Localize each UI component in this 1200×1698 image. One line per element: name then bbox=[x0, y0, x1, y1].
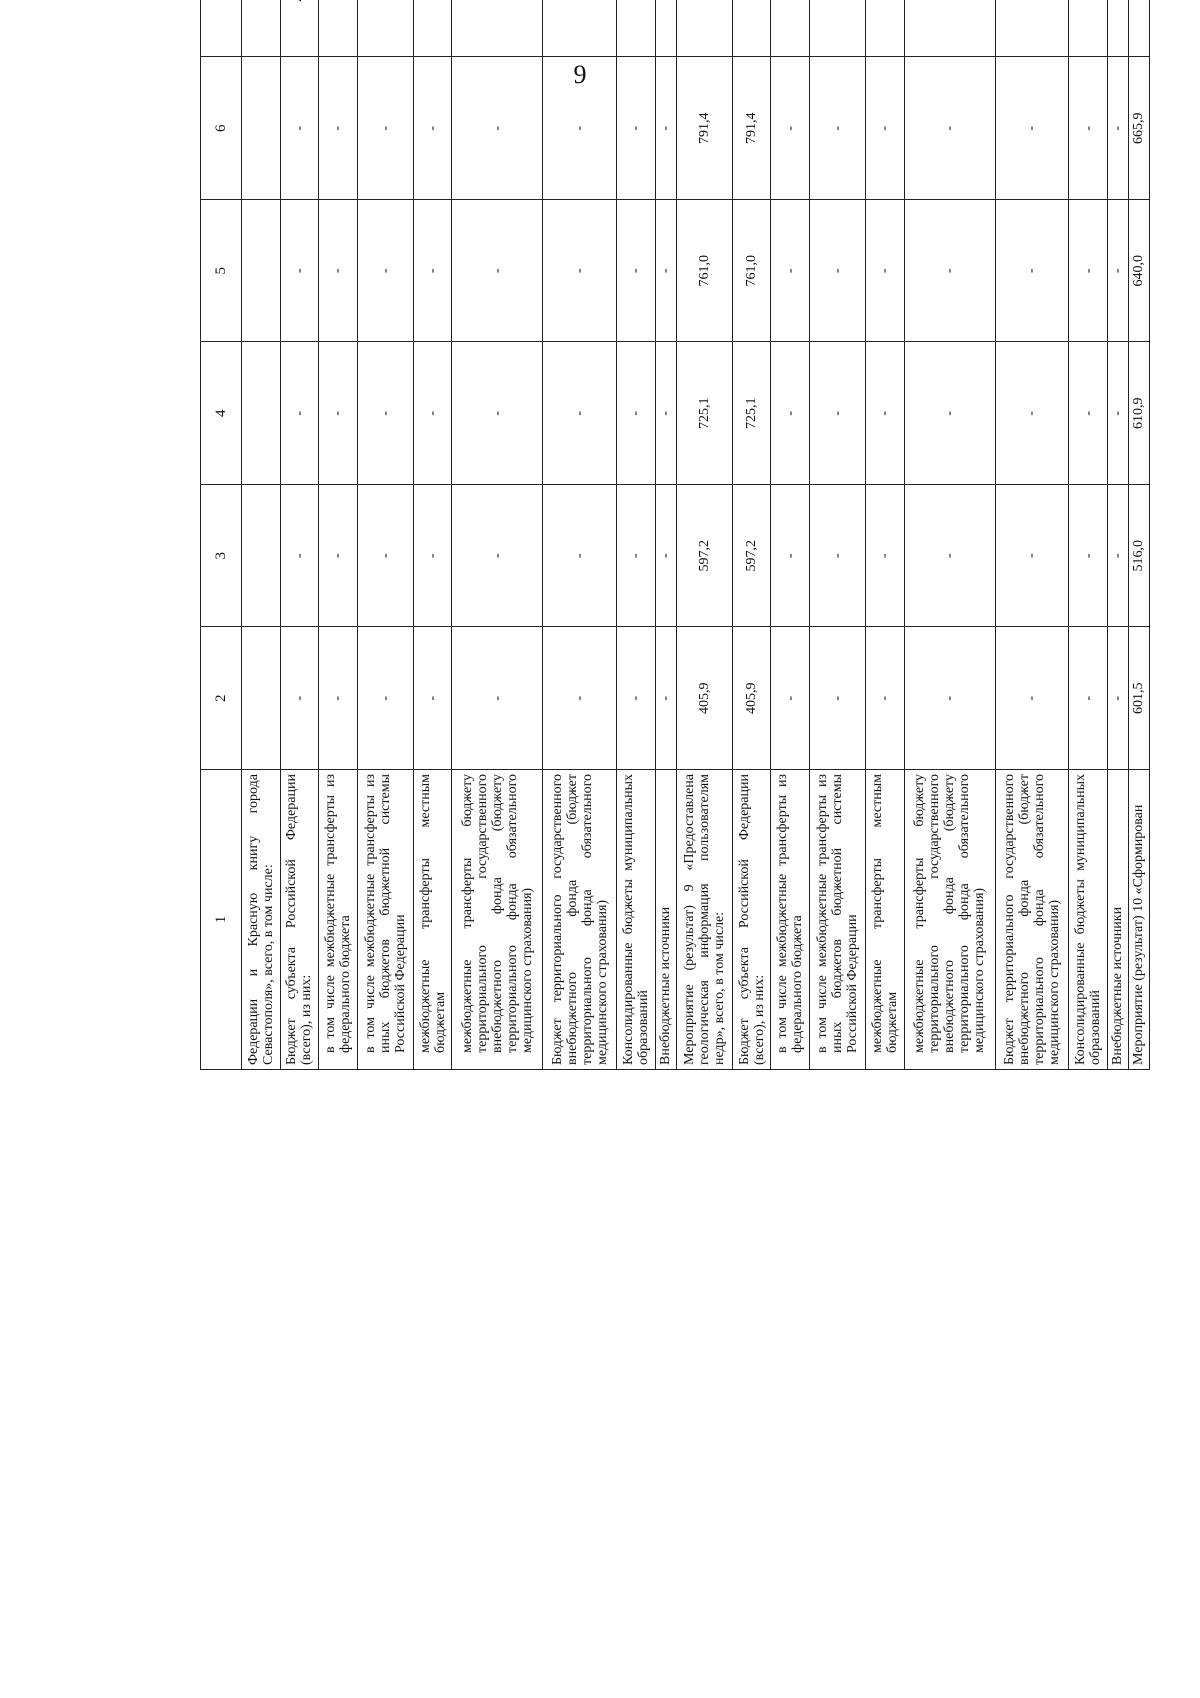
row-value: 761,0 bbox=[732, 200, 771, 343]
row-value: - bbox=[319, 485, 358, 628]
row-value: - bbox=[809, 200, 865, 343]
row-value: - bbox=[655, 200, 676, 343]
row-value: - bbox=[809, 627, 865, 770]
column-header: 6 bbox=[201, 57, 242, 200]
row-value: - bbox=[655, 627, 676, 770]
row-value: - bbox=[617, 200, 656, 343]
row-value bbox=[242, 485, 281, 628]
row-value: - bbox=[771, 200, 810, 343]
row-value: 405,9 bbox=[676, 627, 732, 770]
header-row bbox=[201, 0, 242, 1070]
row-value: - bbox=[771, 342, 810, 485]
row-label: в том числе межбюджетные трансферты из федерального бюджета bbox=[319, 770, 358, 1070]
row-value: - bbox=[809, 342, 865, 485]
row-value: - bbox=[995, 627, 1069, 770]
row-label: Мероприятие (результат) 10 «Сформирован bbox=[1128, 770, 1149, 1070]
row-value bbox=[809, 0, 865, 57]
row-label: в том числе межбюджетные трансферты из иных бюджетов бюджетной системы Российской Федерации bbox=[809, 770, 865, 1070]
row-value bbox=[413, 0, 452, 57]
row-value: 597,2 bbox=[732, 485, 771, 628]
column-header: 3 bbox=[201, 485, 242, 628]
row-value: - bbox=[904, 200, 995, 343]
row-value bbox=[1069, 0, 1108, 57]
row-value: - bbox=[413, 485, 452, 628]
row-value bbox=[865, 0, 904, 57]
row-value bbox=[1107, 0, 1128, 57]
row-value: - bbox=[995, 200, 1069, 343]
row-value: - bbox=[771, 57, 810, 200]
row-value: - bbox=[865, 485, 904, 628]
row-value: - bbox=[1107, 485, 1128, 628]
table-row bbox=[280, 0, 319, 1070]
row-value: - bbox=[1069, 485, 1108, 628]
column-header: 1 bbox=[201, 770, 242, 1070]
row-value: - bbox=[357, 57, 413, 200]
row-value bbox=[242, 627, 281, 770]
budget-table bbox=[200, 0, 1150, 1070]
row-value: - bbox=[452, 57, 543, 200]
row-value bbox=[904, 0, 995, 57]
row-value: - bbox=[865, 200, 904, 343]
row-value: - bbox=[655, 342, 676, 485]
row-value: - bbox=[357, 200, 413, 343]
row-value: 597,2 bbox=[676, 485, 732, 628]
row-value: - bbox=[617, 57, 656, 200]
table-row bbox=[732, 0, 771, 1070]
table-row bbox=[452, 0, 543, 1070]
row-value bbox=[242, 200, 281, 343]
row-value bbox=[1128, 0, 1149, 57]
row-value: - bbox=[655, 485, 676, 628]
row-value: - bbox=[865, 627, 904, 770]
table-row bbox=[1069, 0, 1108, 1070]
row-value: - bbox=[452, 200, 543, 343]
table-body bbox=[242, 0, 1150, 1070]
row-value: - bbox=[357, 485, 413, 628]
row-value: - bbox=[617, 342, 656, 485]
row-value: - bbox=[1069, 57, 1108, 200]
table-row bbox=[676, 0, 732, 1070]
row-value: 516,0 bbox=[1128, 485, 1149, 628]
table-row bbox=[655, 0, 676, 1070]
row-value: - bbox=[1069, 342, 1108, 485]
row-value: - bbox=[771, 485, 810, 628]
row-value: - bbox=[809, 485, 865, 628]
row-value: - bbox=[617, 627, 656, 770]
table-row bbox=[904, 0, 995, 1070]
row-value: - bbox=[452, 342, 543, 485]
column-header: 5 bbox=[201, 200, 242, 343]
table-row bbox=[617, 0, 656, 1070]
table-row bbox=[865, 0, 904, 1070]
row-value: - bbox=[1107, 342, 1128, 485]
row-value bbox=[771, 0, 810, 57]
row-label: межбюджетные трансферты местным бюджетам bbox=[865, 770, 904, 1070]
row-value: - bbox=[904, 485, 995, 628]
row-value bbox=[543, 0, 617, 57]
row-value: - bbox=[543, 200, 617, 343]
row-value: - bbox=[1107, 200, 1128, 343]
row-value bbox=[357, 0, 413, 57]
column-header: 2 bbox=[201, 627, 242, 770]
row-value: - bbox=[319, 342, 358, 485]
row-value: - bbox=[413, 57, 452, 200]
row-label: межбюджетные трансферты местным бюджетам bbox=[413, 770, 452, 1070]
row-value: - bbox=[1107, 57, 1128, 200]
row-value bbox=[280, 0, 319, 57]
row-label: Консолидированные бюджеты муниципальных образований bbox=[1069, 770, 1108, 1070]
row-value: - bbox=[280, 342, 319, 485]
row-value: - bbox=[280, 57, 319, 200]
table-row bbox=[809, 0, 865, 1070]
row-value: - bbox=[995, 57, 1069, 200]
column-header: 4 bbox=[201, 342, 242, 485]
row-label: Мероприятие (результат) 9 «Предоставлена геологическая информация пользователям недр», всего, в том числе: bbox=[676, 770, 732, 1070]
row-value: 610,9 bbox=[1128, 342, 1149, 485]
row-value: - bbox=[280, 627, 319, 770]
row-value: - bbox=[413, 627, 452, 770]
row-value: - bbox=[280, 200, 319, 343]
row-value: - bbox=[904, 627, 995, 770]
row-value bbox=[319, 0, 358, 57]
row-value: - bbox=[543, 57, 617, 200]
row-value: - bbox=[452, 627, 543, 770]
row-label: в том числе межбюджетные трансферты из иных бюджетов бюджетной системы Российской Федерации bbox=[357, 770, 413, 1070]
row-label: межбюджетные трансферты бюджету территориального государственного внебюджетного фонда (бюджету территориального фонда обязательного медицинского страхования) bbox=[452, 770, 543, 1070]
row-value: - bbox=[413, 200, 452, 343]
row-value bbox=[732, 0, 771, 57]
table-row bbox=[543, 0, 617, 1070]
row-value: 665,9 bbox=[1128, 57, 1149, 200]
row-value bbox=[995, 0, 1069, 57]
row-value bbox=[617, 0, 656, 57]
row-label: в том числе межбюджетные трансферты из федерального бюджета bbox=[771, 770, 810, 1070]
row-value: 601,5 bbox=[1128, 627, 1149, 770]
row-value: - bbox=[809, 57, 865, 200]
row-value: - bbox=[319, 57, 358, 200]
row-label: Бюджет субъекта Российской Федерации (всего), из них: bbox=[280, 770, 319, 1070]
row-value: 405,9 bbox=[732, 627, 771, 770]
row-label: Внебюджетные источники bbox=[655, 770, 676, 1070]
row-label: Бюджет территориального государственного внебюджетного фонда (бюджет территориального фонда обязательного медицинского страхования) bbox=[995, 770, 1069, 1070]
row-value: - bbox=[617, 485, 656, 628]
row-value: - bbox=[452, 485, 543, 628]
row-value: - bbox=[543, 342, 617, 485]
table-row bbox=[995, 0, 1069, 1070]
row-value: - bbox=[1069, 627, 1108, 770]
row-value: - bbox=[771, 627, 810, 770]
row-value: - bbox=[319, 200, 358, 343]
row-value: 725,1 bbox=[676, 342, 732, 485]
row-value: 761,0 bbox=[676, 200, 732, 343]
row-value: - bbox=[413, 342, 452, 485]
row-value: 640,0 bbox=[1128, 200, 1149, 343]
page-number: 9 bbox=[573, 60, 587, 89]
row-value bbox=[242, 57, 281, 200]
row-value: - bbox=[543, 627, 617, 770]
row-label: межбюджетные трансферты бюджету территориального государственного внебюджетного фонда (бюджету территориального фонда обязательного медицинского страхования) bbox=[904, 770, 995, 1070]
row-value bbox=[655, 0, 676, 57]
row-value bbox=[242, 342, 281, 485]
row-value: - bbox=[865, 57, 904, 200]
row-value: - bbox=[357, 627, 413, 770]
table-row bbox=[242, 0, 281, 1070]
rotated-table-content bbox=[200, 0, 1150, 1070]
row-label: Внебюджетные источники bbox=[1107, 770, 1128, 1070]
row-value: - bbox=[865, 342, 904, 485]
column-header bbox=[201, 0, 242, 57]
row-value bbox=[452, 0, 543, 57]
row-label: Бюджет субъекта Российской Федерации (всего), из них: bbox=[732, 770, 771, 1070]
row-value: - bbox=[904, 57, 995, 200]
row-value: - bbox=[280, 485, 319, 628]
row-value: - bbox=[1069, 200, 1108, 343]
table-row bbox=[357, 0, 413, 1070]
table-row bbox=[771, 0, 810, 1070]
row-value: - bbox=[995, 485, 1069, 628]
table-row bbox=[413, 0, 452, 1070]
row-value: - bbox=[543, 485, 617, 628]
row-value: 791,4 bbox=[676, 57, 732, 200]
row-value: - bbox=[357, 342, 413, 485]
table-row bbox=[1107, 0, 1128, 1070]
row-value: - bbox=[655, 57, 676, 200]
table-row bbox=[1128, 0, 1149, 1070]
row-value: 725,1 bbox=[732, 342, 771, 485]
row-label: Федерации и Красную книгу города Севастополя», всего, в том числе: bbox=[242, 770, 281, 1070]
row-value: - bbox=[904, 342, 995, 485]
row-value: 791,4 bbox=[732, 57, 771, 200]
row-value bbox=[676, 0, 732, 57]
rotated-table-frame bbox=[200, 112, 1150, 1560]
row-value: - bbox=[995, 342, 1069, 485]
row-value bbox=[242, 0, 281, 57]
table-row bbox=[319, 0, 358, 1070]
row-label: Консолидированные бюджеты муниципальных образований bbox=[617, 770, 656, 1070]
row-value: - bbox=[319, 627, 358, 770]
row-value: - bbox=[1107, 627, 1128, 770]
row-label: Бюджет территориального государственного внебюджетного фонда (бюджет территориального фонда обязательного медицинского страхования) bbox=[543, 770, 617, 1070]
